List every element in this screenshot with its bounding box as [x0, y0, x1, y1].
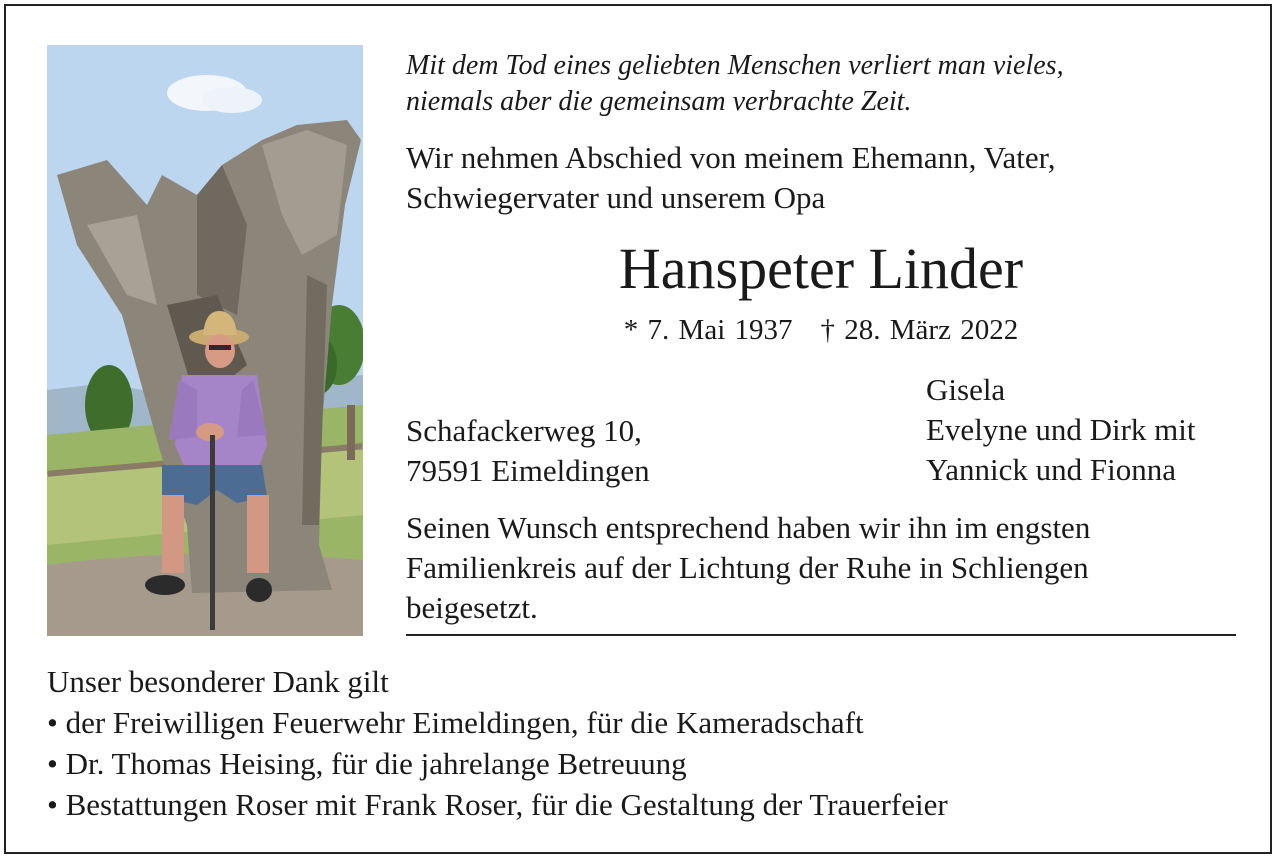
burial-line-3: beigesetzt. [406, 590, 538, 625]
death-date: † 28. März 2022 [820, 314, 1019, 346]
thanks-item: • Dr. Thomas Heising, für die jahrelange Betreuung [47, 746, 687, 781]
thanks-heading: Unser besonderer Dank gilt [47, 664, 389, 699]
mourners-list [926, 370, 1195, 490]
intro-line-1: Wir nehmen Abschied von meinem Ehemann, Vater, [406, 140, 1056, 175]
mourner-line-2: Evelyne und Dirk mit [926, 412, 1196, 447]
burial-line-1: Seinen Wunsch entsprechend haben wir ihn im engsten [406, 510, 1091, 545]
quote-line-2: niemals aber die gemeinsam verbrachte Zeit. [406, 86, 912, 117]
deceased-name: Hanspeter Linder [618, 236, 1024, 301]
memorial-quote [406, 48, 1064, 120]
quote-line-1: Mit dem Tod eines geliebten Menschen verliert man vieles, [406, 50, 1064, 81]
address-street: Schafackerweg 10, [406, 413, 642, 448]
thanks-item: • Bestattungen Roser mit Frank Roser, für die Gestaltung der Trauerfeier [47, 787, 948, 822]
portrait-photo [47, 45, 363, 636]
mourner-line-3: Yannick und Fionna [926, 452, 1177, 487]
birth-date: * 7. Mai 1937 [623, 314, 793, 346]
life-dates [406, 312, 1236, 348]
divider-rule [406, 634, 1236, 636]
intro-line-2: Schwiegervater und unserem Opa [406, 180, 826, 215]
family-address [406, 411, 650, 491]
burial-line-2: Familienkreis auf der Lichtung der Ruhe in Schliengen [406, 550, 1089, 585]
thanks-item: • der Freiwilligen Feuerwehr Eimeldingen, für die Kameradschaft [47, 705, 864, 740]
burial-note [406, 508, 1090, 628]
mourner-line-1: Gisela [926, 372, 1006, 407]
farewell-intro [406, 138, 1056, 218]
address-city: 79591 Eimeldingen [406, 453, 650, 488]
thanks-section [47, 661, 948, 825]
